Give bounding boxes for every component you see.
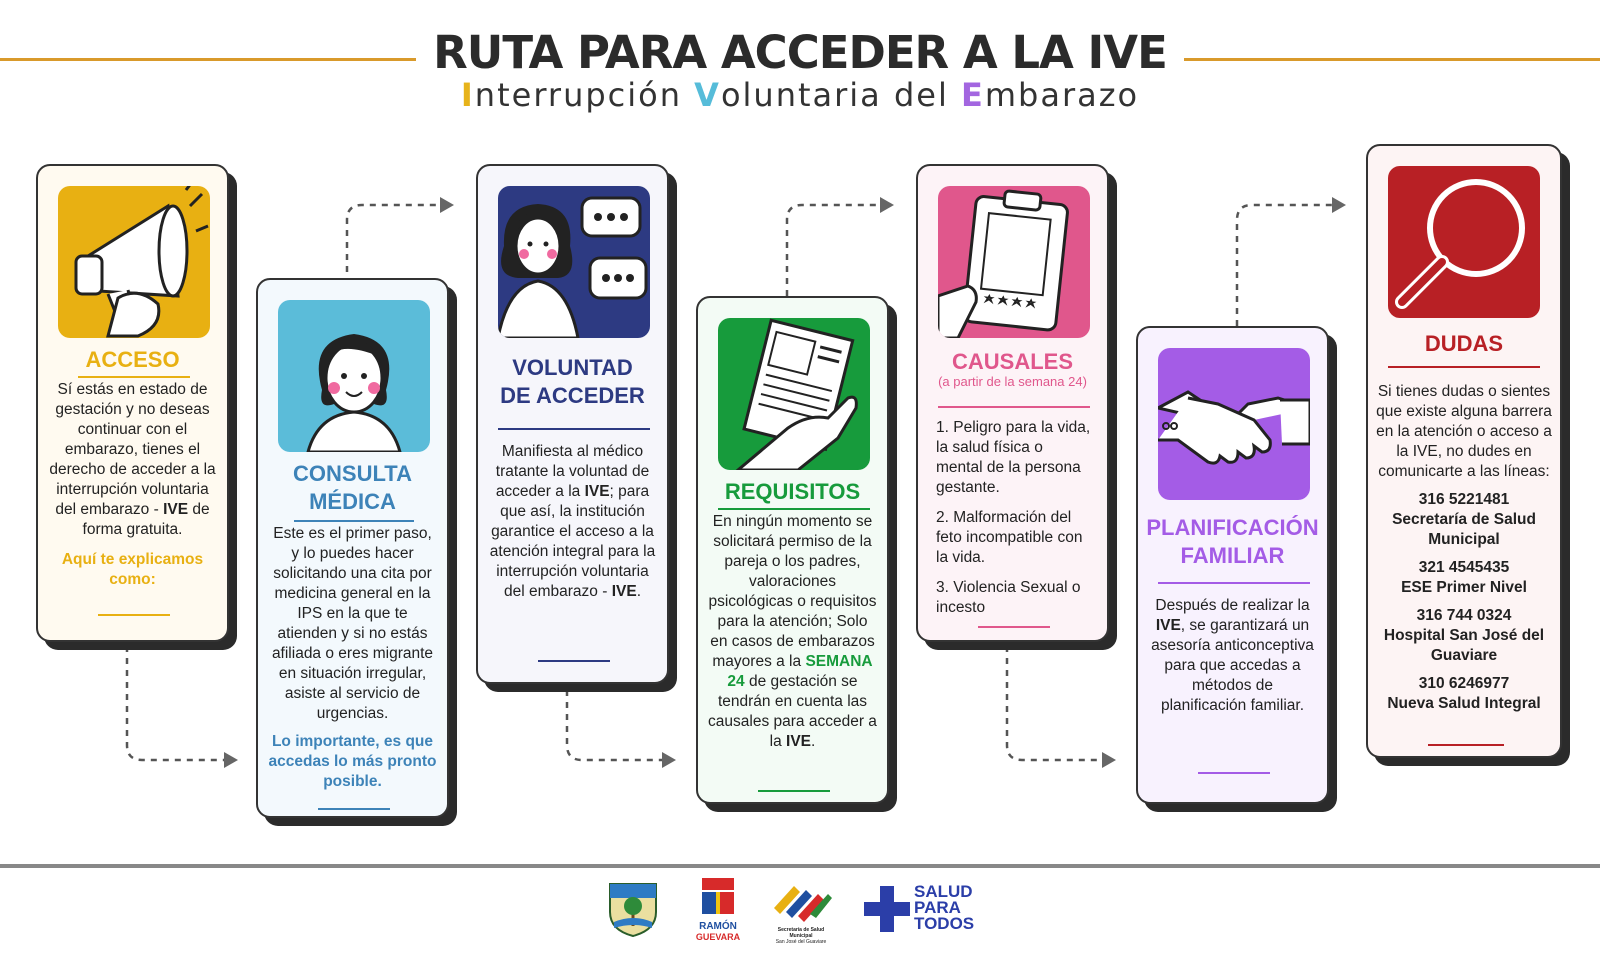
dudas-title: DUDAS	[1424, 331, 1504, 356]
dudas-rule	[1388, 366, 1540, 368]
acceso-text-main: Sí estás en estado de gestación y no deseas continuar con el embarazo, tienes el derecho de acceder a la interrupción voluntaria del embarazo -	[49, 381, 216, 518]
contact-name: Nueva Salud Integral	[1387, 695, 1541, 712]
contact-name: ESE Primer Nivel	[1401, 579, 1527, 596]
requisitos-rule	[718, 508, 870, 510]
causales-note: (a partir de la semana 24)	[938, 374, 1087, 389]
requisitos-text	[708, 512, 877, 752]
acceso-rule-bottom	[98, 614, 170, 616]
requisitos-bold: IVE	[786, 733, 812, 750]
acceso-title: ACCESO	[85, 347, 180, 372]
secretaria-text-1: Secretaría de Salud Municipal	[777, 927, 825, 939]
acceso-text-bold: IVE	[163, 501, 189, 518]
planificacion-rule	[1158, 582, 1310, 584]
causales-rule	[938, 406, 1090, 408]
contact-phone[interactable]: 310 6246977	[1418, 675, 1510, 692]
subtitle-part-1: nterrupción	[474, 76, 695, 114]
acceso-text	[48, 380, 217, 590]
subtitle-letter-v: V	[694, 76, 721, 114]
salud-text-2: PARA	[914, 898, 961, 917]
ramon-guevara-logo	[692, 878, 744, 940]
secretaria-salud-logo	[766, 878, 836, 945]
subtitle-part-3: mbarazo	[984, 76, 1140, 114]
subtitle-letter-i: I	[460, 76, 475, 114]
document-hand-icon	[718, 318, 870, 470]
magnifier-icon	[1388, 166, 1540, 318]
contact-item	[1372, 558, 1556, 598]
salud-text-3: TODOS	[914, 914, 975, 933]
planificacion-text-a: Después de realizar la	[1155, 597, 1310, 614]
salud-para-todos-logo	[862, 878, 982, 938]
voluntad-text-a: Manifiesta al médico tratante la voluntad de acceder a la	[495, 443, 650, 500]
causales-rule-bottom	[978, 626, 1050, 628]
contact-phone[interactable]: 316 744 0324	[1416, 607, 1512, 624]
causal-item: 3. Violencia Sexual o incesto	[936, 579, 1081, 616]
causal-item: 2. Malformación del feto incompatible con la vida.	[936, 509, 1083, 566]
acceso-text-end: de forma gratuita.	[82, 501, 210, 538]
doctor-woman-icon	[278, 300, 430, 452]
secretaria-text-2: San José del Guaviare	[775, 939, 827, 945]
planificacion-text	[1148, 596, 1317, 716]
voluntad-bold-a: IVE	[584, 483, 610, 500]
card-dudas	[1366, 144, 1562, 758]
voluntad-text	[488, 442, 657, 602]
requisitos-text-b: de gestación se tendrán en cuenta las causales para acceder a la	[708, 673, 877, 750]
handshake-icon	[1158, 348, 1310, 500]
card-acceso	[36, 164, 229, 642]
planificacion-title-2: FAMILIAR	[1180, 543, 1285, 568]
contact-name: Hospital San José del Guaviare	[1383, 627, 1545, 664]
card-requisitos	[696, 296, 889, 804]
footer-line	[0, 864, 1600, 868]
card-planificacion	[1136, 326, 1329, 804]
megaphone-icon	[58, 186, 210, 338]
subtitle-part-2: oluntaria del	[720, 76, 962, 114]
consulta-text-main: Este es el primer paso, y lo puedes hacer solicitando una cita por medicina general en la IPS en la que te atienden y si no estás afiliada o eres migrante en situación irregular, asiste al servicio de urgencias.	[271, 525, 434, 722]
requisitos-text-c: .	[811, 733, 816, 750]
dudas-rule-bottom	[1428, 744, 1504, 746]
contact-item	[1372, 606, 1556, 666]
clipboard-rating-icon	[938, 186, 1090, 338]
consulta-text	[268, 524, 437, 792]
causales-list	[936, 418, 1093, 628]
card-voluntad	[476, 164, 669, 684]
card-consulta	[256, 278, 449, 818]
ramon-guevara-text-1: RAMÓN	[699, 921, 737, 932]
woman-speech-bubbles-icon	[498, 186, 650, 338]
subtitle-letter-e: E	[961, 76, 985, 114]
contact-item	[1372, 490, 1556, 550]
planificacion-text-b: , se garantizará un asesoría anticonceptiva para que accedas a métodos de planificación familiar.	[1151, 617, 1314, 714]
salud-text-1: SALUD	[914, 882, 973, 901]
planificacion-title-1: PLANIFICACIÓN	[1146, 515, 1319, 540]
consulta-rule	[294, 520, 414, 522]
acceso-rule	[78, 376, 190, 378]
contact-name: Secretaría de Salud Municipal	[1392, 511, 1536, 548]
contact-item	[1372, 674, 1556, 714]
voluntad-title-1: VOLUNTAD	[512, 355, 633, 380]
requisitos-rule-bottom	[758, 790, 830, 792]
planificacion-rule-bottom	[1198, 772, 1270, 774]
requisitos-title: REQUISITOS	[724, 479, 861, 504]
dudas-text	[1372, 382, 1556, 714]
consulta-highlight: Lo importante, es que accedas lo más pronto posible.	[268, 733, 437, 790]
footer-logos	[600, 878, 1020, 948]
voluntad-rule	[498, 428, 650, 430]
consulta-title-2: MÉDICA	[309, 489, 396, 514]
voluntad-title-2: DE ACCEDER	[500, 383, 645, 408]
voluntad-bold-b: IVE	[611, 583, 637, 600]
causales-title: CAUSALES	[951, 349, 1073, 374]
requisitos-text-a: En ningún momento se solicitará permiso de la pareja o los padres, valoraciones psicológicas o requisitos para la atención; Solo en casos de embarazos mayores a la	[708, 513, 877, 670]
contact-phone[interactable]: 316 5221481	[1418, 491, 1510, 508]
dudas-text-main: Si tienes dudas o sientes que existe alguna barrera en la atención o acceso a la IVE, no dudes en comunicarte a las líneas:	[1376, 383, 1552, 480]
voluntad-text-c: .	[636, 583, 641, 600]
contact-phone[interactable]: 321 4545435	[1418, 559, 1510, 576]
requisitos-highlight: SEMANA 24	[727, 653, 873, 690]
consulta-title-1: CONSULTA	[293, 461, 412, 486]
causal-item: 1. Peligro para la vida, la salud física o mental de la persona gestante.	[936, 419, 1091, 496]
municipal-shield-logo	[606, 878, 660, 938]
ramon-guevara-text-2: GUEVARA	[695, 932, 741, 942]
voluntad-text-b: ; para que así, la institución garantice el acceso a la atención integral para la interrupción voluntaria del embarazo -	[489, 483, 656, 600]
card-causales	[916, 164, 1109, 642]
voluntad-rule-bottom	[538, 660, 610, 662]
page-title: RUTA PARA ACCEDER A LA IVE	[433, 26, 1167, 79]
consulta-rule-bottom	[318, 808, 390, 810]
acceso-highlight: Aquí te explicamos como:	[61, 551, 204, 588]
planificacion-bold: IVE	[1155, 617, 1181, 634]
